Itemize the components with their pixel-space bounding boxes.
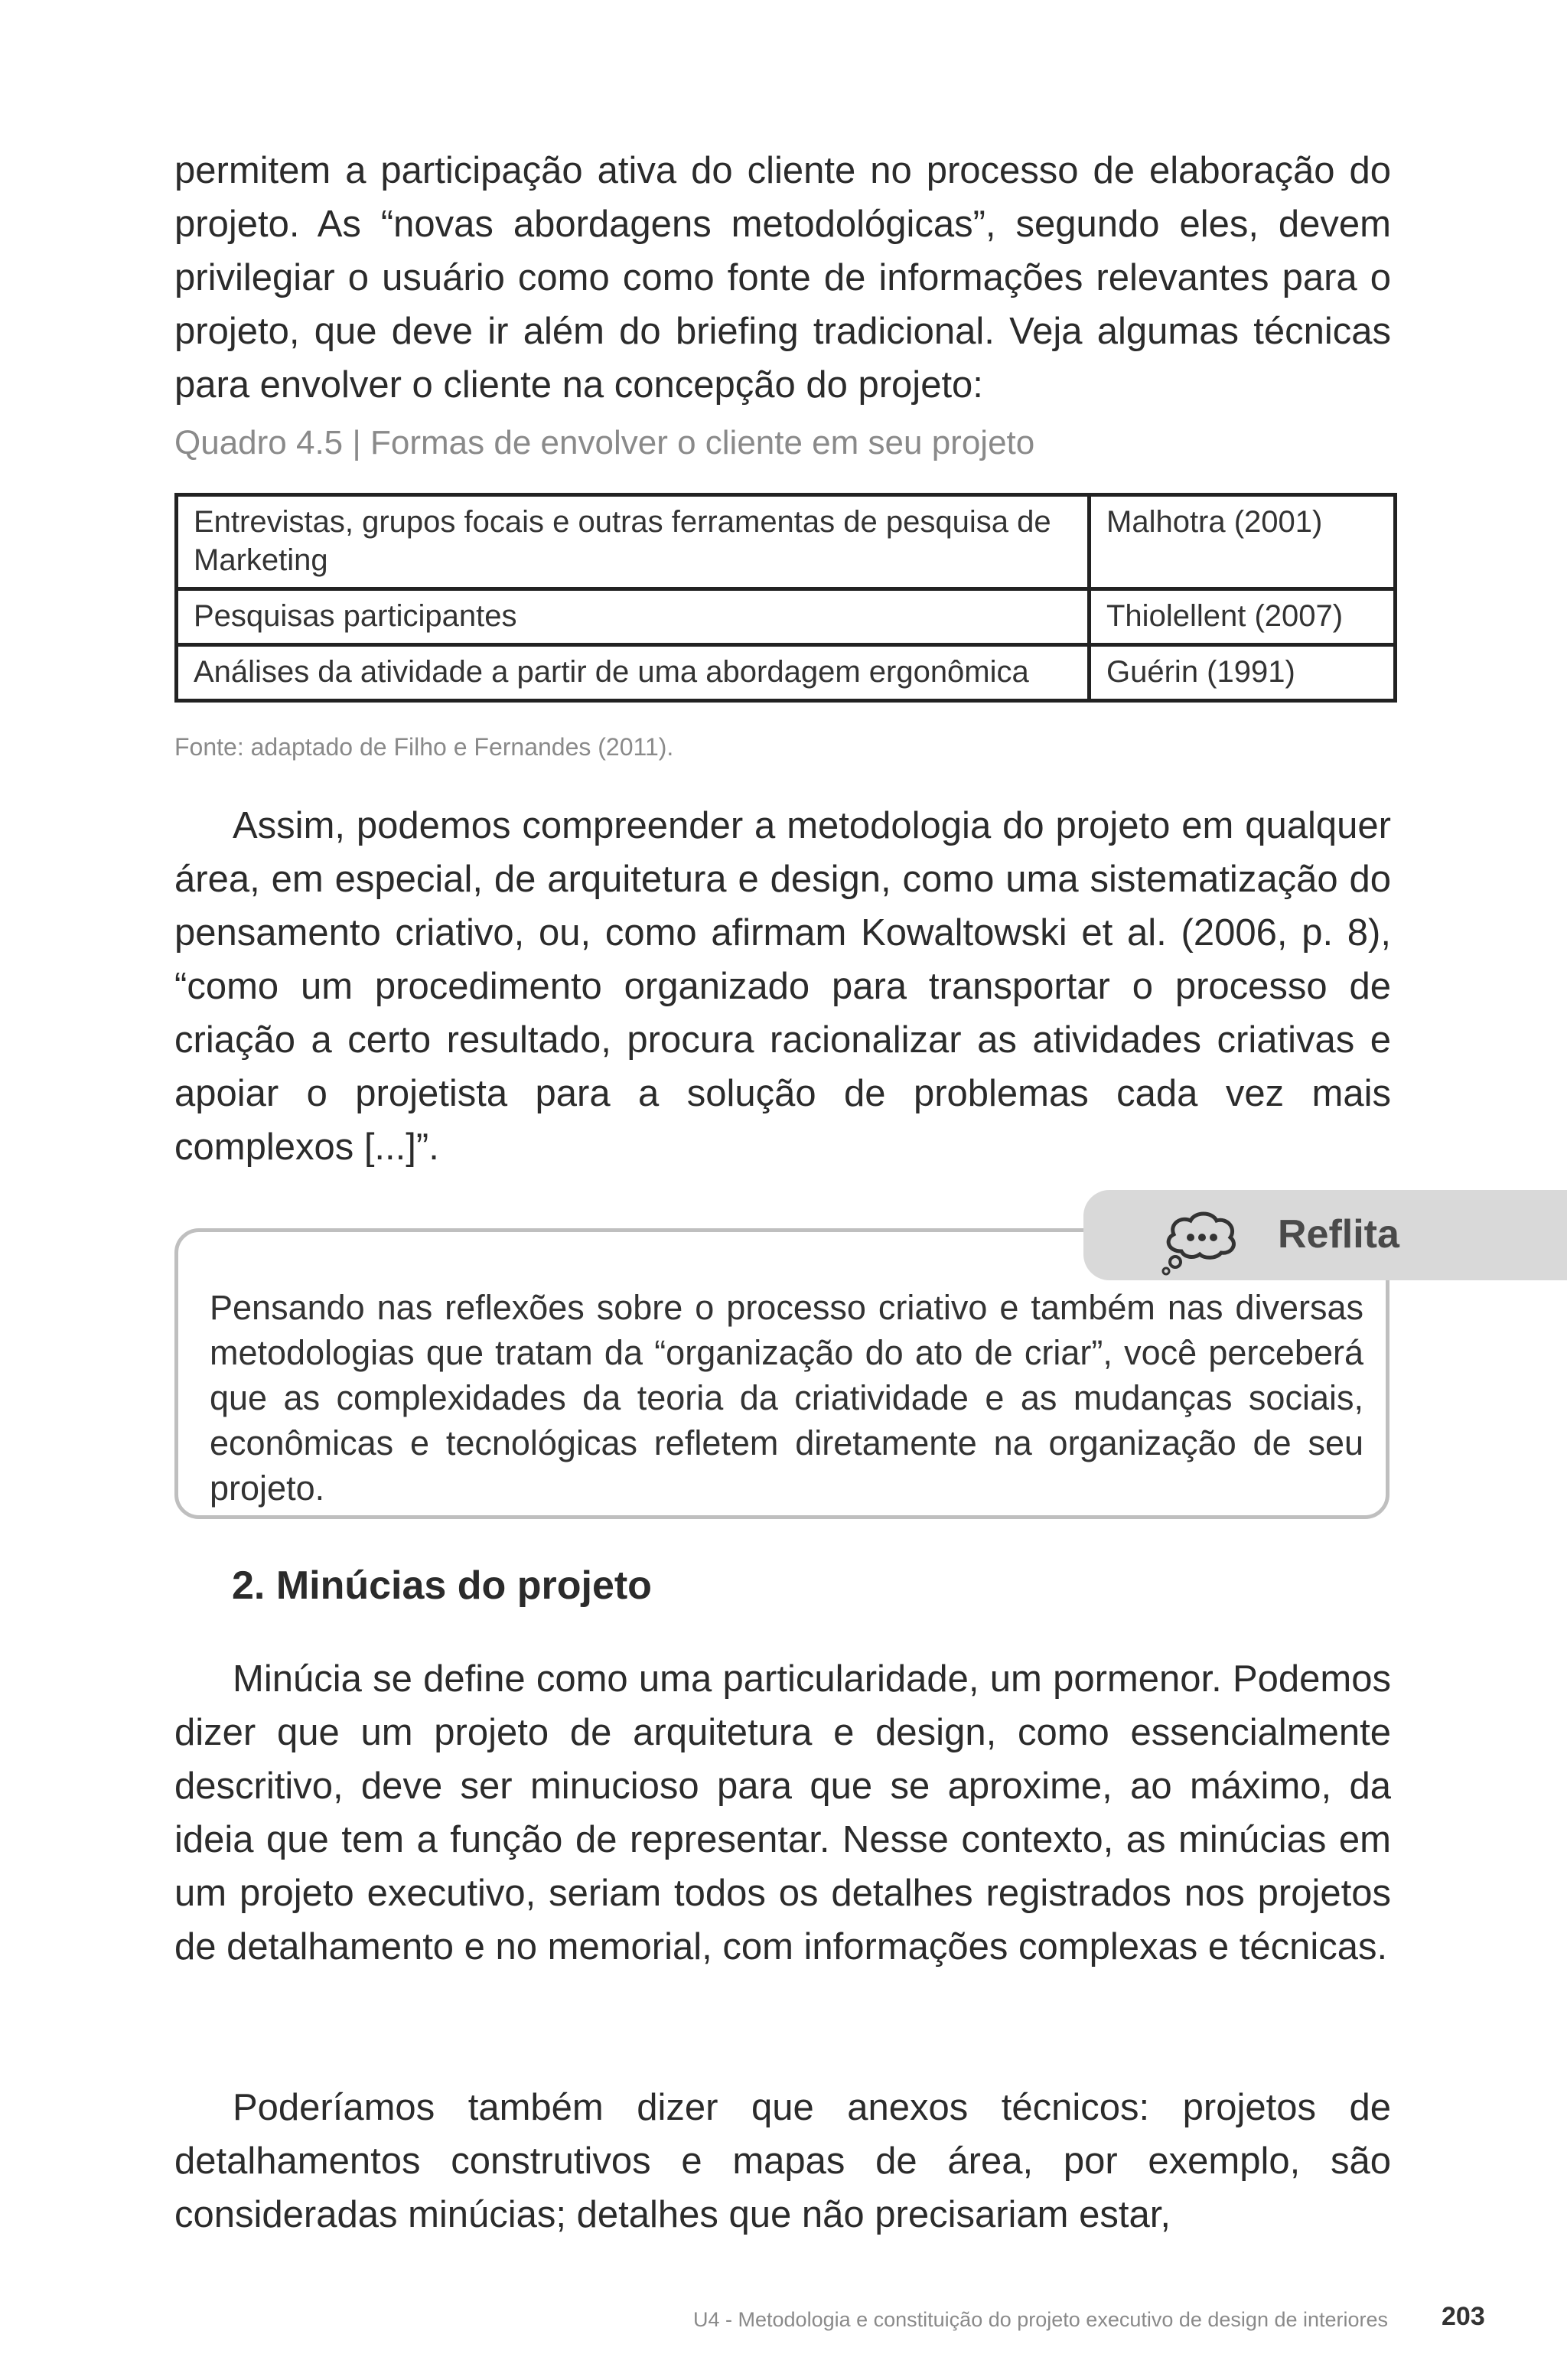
quadro-caption: Quadro 4.5 | Formas de envolver o cliente em seu projeto — [174, 424, 1035, 461]
poderiamos-paragraph: Poderíamos também dizer que anexos técnicos: projetos de detalhamentos construtivos e mapas de área, por exemplo, são consideradas minúcias; detalhes que não precisariam estar, — [174, 2087, 1391, 2235]
table-row — [177, 589, 1396, 645]
intro-paragraph: permitem a participação ativa do cliente no processo de elaboração do projeto. As “novas abordagens metodológicas”, segundo eles, devem privilegiar o usuário como como fonte de informações relevantes para o projeto, que deve ir além do briefing tradicional. Veja algumas técnicas para envolver o cliente na concepção do projeto: — [174, 150, 1391, 406]
table-row — [177, 645, 1396, 701]
reflita-text: Pensando nas reflexões sobre o processo criativo e também nas diversas metodologias que tratam da “organização do ato de criar”, você perceberá que as complexidades da teoria da criatividade e as mudanças sociais, econômicas e tecnológicas refletem diretamente na organização de seu projeto. — [210, 1288, 1363, 1508]
author-cell: Thiolellent (2007) — [1090, 589, 1396, 645]
quadro-table — [174, 493, 1397, 703]
author-cell: Guérin (1991) — [1090, 645, 1396, 701]
table-row — [177, 495, 1396, 589]
technique-cell: Análises da atividade a partir de uma abordagem ergonômica — [177, 645, 1090, 701]
running-footer: U4 - Metodologia e constituição do projeto executivo de design de interiores — [693, 2308, 1389, 2331]
section-heading: 2. Minúcias do projeto — [232, 1563, 652, 1608]
thought-bubble-icon — [1158, 1205, 1243, 1276]
author-cell: Malhotra (2001) — [1090, 495, 1396, 589]
table-source: Fonte: adaptado de Filho e Fernandes (2011). — [174, 733, 674, 761]
page-number: 203 — [1442, 2302, 1485, 2331]
technique-cell: Pesquisas participantes — [177, 589, 1090, 645]
technique-cell: Entrevistas, grupos focais e outras ferramentas de pesquisa de Marketing — [177, 495, 1090, 589]
reflita-label: Reflita — [1278, 1212, 1399, 1257]
assim-paragraph: Assim, podemos compreender a metodologia do projeto em qualquer área, em especial, de arquitetura e design, como uma sistematização do pensamento criativo, ou, como afirmam Kowaltowski et al. (2006, p. 8), “como um procedimento organizado para transportar o processo de criação a certo resultado, procura racionalizar as atividades criativas e apoiar o projetista para a solução de problemas cada vez mais complexos [...]”. — [174, 805, 1391, 1168]
minucia-paragraph: Minúcia se define como uma particularidade, um pormenor. Podemos dizer que um projeto de arquitetura e design, como essencialmente descritivo, deve ser minucioso para que se aproxime, ao máximo, da ideia que tem a função de representar. Nesse contexto, as minúcias em um projeto executivo, seriam todos os detalhes registrados nos projetos de detalhamento e no memorial, com informações complexas e técnicas. — [174, 1658, 1391, 1968]
reflita-tab — [1083, 1190, 1567, 1280]
